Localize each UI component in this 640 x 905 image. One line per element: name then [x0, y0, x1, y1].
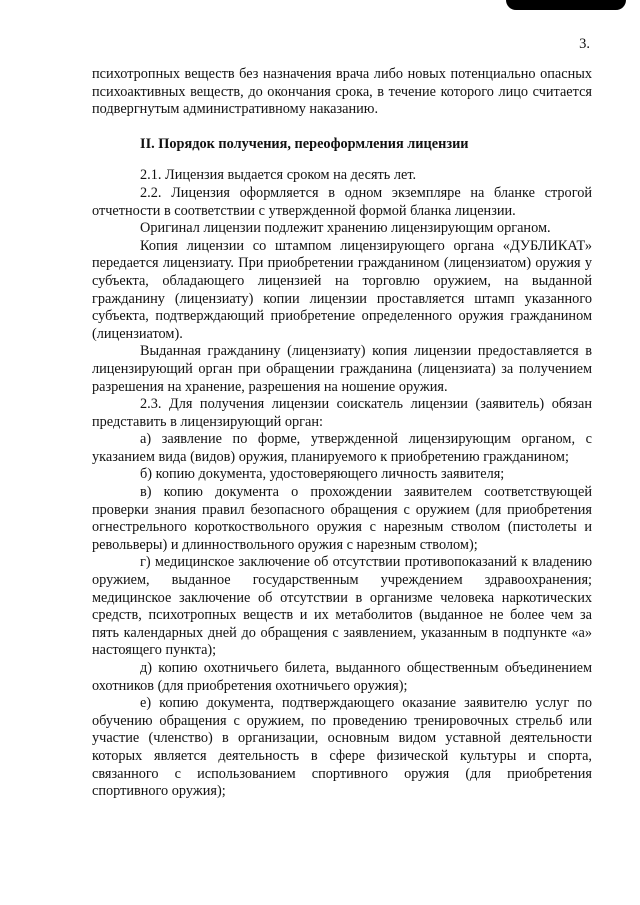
paragraph-copy: Копия лицензии со штампом лицензирующего органа «ДУБЛИКАТ» передается лицензиату. При приобретении гражданином (лицензиатом) оружия у субъекта, обладающего лицензией на торговлю оружием, на выданной гражданину (лицензиату) копии лицензии проставляется штамп указанного субъекта, подтверждающий приобретение определенного оружия гражданином (лицензиатом).	[92, 237, 592, 342]
paragraph-2-1: 2.1. Лицензия выдается сроком на десять лет.	[140, 167, 417, 184]
list-item-v: в) копию документа о прохождении заявителем соответствующей проверки знания правил безопасного обращения с оружием (для приобретения огнестрельного короткоствольного оружия с нарезным стволом (пистолеты и револьверы) и длинноствольного оружия с нарезным стволом);	[92, 484, 592, 553]
continuation-paragraph: психотропных веществ без назначения врача либо новых потенциально опасных психоактивных веществ, до окончания срока, в течение которого лицо считается подвергнутым административному наказанию.	[92, 66, 592, 118]
document-body	[92, 66, 592, 801]
page-number: 3.	[579, 36, 590, 52]
list-item-b: б) копию документа, удостоверяющего личность заявителя;	[140, 466, 505, 483]
section-title: II. Порядок получения, переоформления лицензии	[140, 135, 469, 152]
paragraph-issued-copy: Выданная гражданину (лицензиату) копия лицензии предоставляется в лицензирующий орган при обращении гражданина (лицензиата) за получением разрешения на хранение, разрешения на ношение оружия.	[92, 343, 592, 395]
scan-corner-mark	[506, 0, 626, 10]
paragraph-original: Оригинал лицензии подлежит хранению лицензирующим органом.	[140, 220, 551, 237]
list-item-a: а) заявление по форме, утвержденной лицензирующим органом, с указанием вида (видов) оружия, планируемого к приобретению гражданином;	[92, 431, 592, 465]
paragraph-2-3: 2.3. Для получения лицензии соискатель лицензии (заявитель) обязан представить в лицензирующий орган:	[92, 396, 592, 430]
list-item-e: е) копию документа, подтверждающего оказание заявителю услуг по обучению обращения с оружием, по проведению тренировочных стрельб или участие (членство) в организации, основным видом уставной деятельности которых является деятельность в сфере физической культуры и спорта, связанного с использованием спортивного оружия (для приобретения спортивного оружия);	[92, 695, 592, 800]
list-item-d: д) копию охотничьего билета, выданного общественным объединением охотников (для приобретения охотничьего оружия);	[92, 660, 592, 694]
paragraph-2-2: 2.2. Лицензия оформляется в одном экземпляре на бланке строгой отчетности в соответствии с утвержденной формой бланка лицензии.	[92, 184, 592, 219]
list-item-g: г) медицинское заключение об отсутствии противопоказаний к владению оружием, выданное государственным учреждением здравоохранения; медицинское заключение об отсутствии в организме человека наркотических средств, психотропных веществ и их метаболитов (выданное не более чем за пять календарных дней до обращения с заявлением, указанным в подпункте «а» настоящего пункта);	[92, 554, 592, 659]
